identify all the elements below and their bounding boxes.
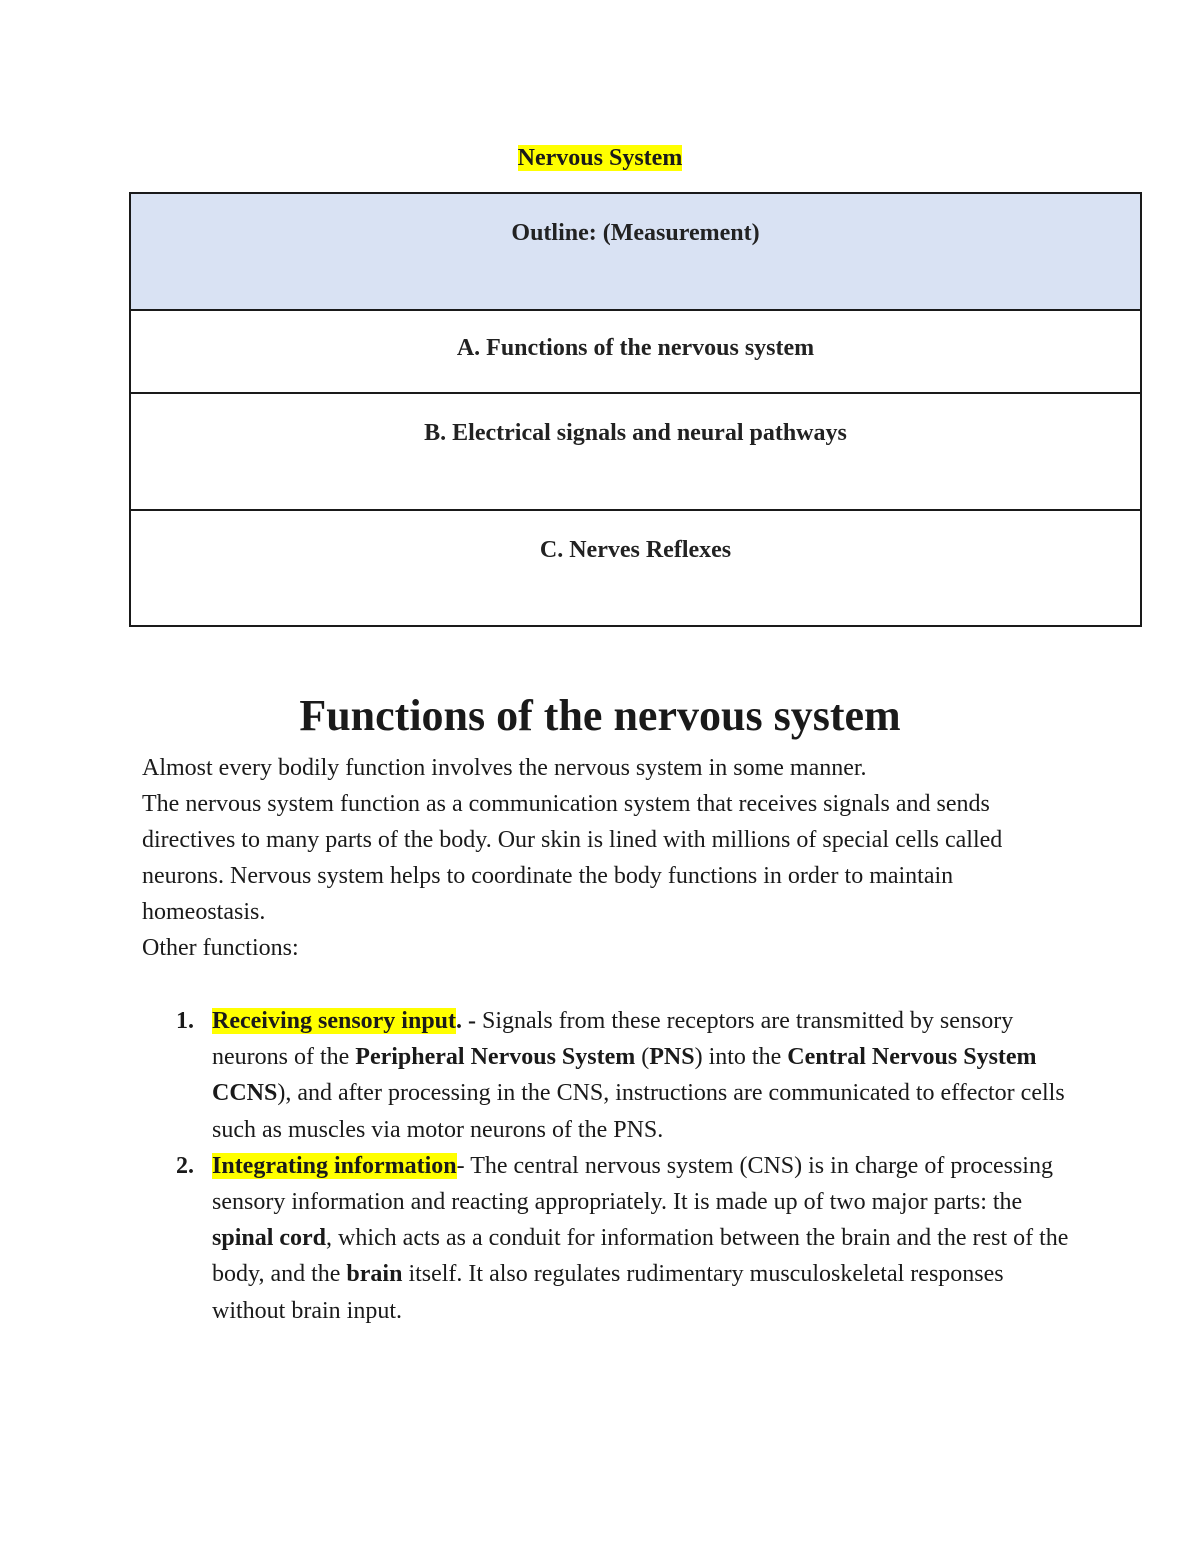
list-item-highlight: Receiving sensory input <box>212 1008 457 1034</box>
paragraph-intro: Almost every bodily function involves the nervous system in some manner. <box>142 755 867 781</box>
list-item-text: - The central nervous system (CNS) is in charge of processing sensory information and reacting appropriately. It is made up of two major parts: the <box>212 1152 1053 1216</box>
outline-item-c: C. Nerves Reflexes <box>539 537 732 563</box>
outline-cell-b <box>130 393 1141 510</box>
functions-list <box>170 1003 1070 1329</box>
outline-cell-a <box>130 310 1141 393</box>
outline-header-cell <box>130 193 1141 310</box>
outline-header-row <box>130 193 1141 310</box>
term-pns-full: Peripheral Nervous System <box>355 1044 636 1071</box>
term-ccns: CCNS <box>212 1080 278 1107</box>
list-item-text: itself. It also regulates rudimentary musculoskeletal responses without brain input. <box>212 1261 1004 1324</box>
list-item-text: , which acts as a conduit for information between the brain and the rest of the body, and the <box>212 1225 1069 1288</box>
list-item <box>170 1148 1070 1329</box>
list-item-text: ), and after processing in the CNS, instructions are communicated to effector cells such as muscles via motor neurons of the PNS. <box>212 1080 1065 1143</box>
list-item-text: Signals from these receptors are transmitted by sensory neurons of the <box>212 1008 1014 1071</box>
term-cns-full: Central Nervous System <box>787 1044 1037 1071</box>
outline-cell-c <box>130 510 1141 626</box>
outline-header-text: Outline: (Measurement) <box>511 220 760 246</box>
list-item <box>170 1003 1070 1148</box>
term-pns: PNS <box>649 1044 695 1071</box>
list-item-number: 1. <box>176 1008 194 1034</box>
list-item-separator: . - <box>456 1008 477 1034</box>
section-body <box>142 750 1082 966</box>
list-item-text: ) into the <box>694 1044 788 1071</box>
outline-row-c <box>130 510 1141 626</box>
list-item-highlight: Integrating information <box>212 1152 457 1179</box>
document-title-text: Nervous System <box>517 145 683 171</box>
outline-item-a: A. Functions of the nervous system <box>456 335 815 361</box>
outline-row-b <box>130 393 1141 510</box>
section-heading: Functions of the nervous system <box>299 691 901 740</box>
list-item-number: 2. <box>176 1152 194 1179</box>
term-spinal-cord: spinal cord <box>212 1225 327 1252</box>
paragraph-communication: The nervous system function as a communication system that receives signals and sends directives to many parts of the body. Our skin is lined with millions of special cells called neurons. Nervous system helps to coordinate the body functions in order to maintain homeostasis. <box>142 791 1003 925</box>
document-title <box>0 143 1200 173</box>
outline-row-a <box>130 310 1141 393</box>
outline-item-b: B. Electrical signals and neural pathways <box>424 420 847 446</box>
outline-table <box>129 192 1142 627</box>
term-brain: brain <box>346 1261 403 1288</box>
list-item-text: ( <box>635 1044 650 1071</box>
paragraph-other-functions: Other functions: <box>142 935 299 961</box>
